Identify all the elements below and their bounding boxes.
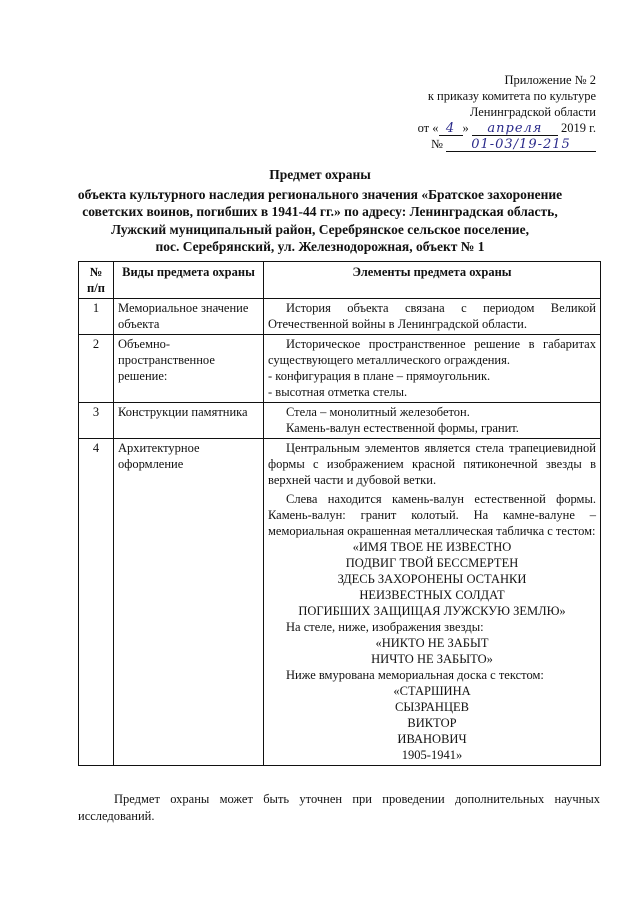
footer-note: Предмет охраны может быть уточнен при проведении дополнительных научных исследований. (78, 792, 600, 823)
row-type: Объемно-пространственное решение: (114, 335, 264, 403)
table-row (79, 439, 601, 766)
row-num: 1 (79, 299, 114, 335)
table-row (79, 403, 601, 439)
appendix-region: Ленинградской области (469, 105, 596, 119)
header-num: № п/п (79, 262, 114, 299)
inscription-plaque: «ИМЯ ТВОЕ НЕ ИЗВЕСТНО ПОДВИГ ТВОЙ БЕССМЕРТЕН ЗДЕСЬ ЗАХОРОНЕНЫ ОСТАНКИ НЕИЗВЕСТНЫХ СОЛДАТ ПОГИБШИХ ЗАЩИЩАЯ ЛУЖСКУЮ ЗЕМЛЮ» (298, 540, 566, 618)
inscription-stele: «НИКТО НЕ ЗАБЫТ НИЧТО НЕ ЗАБЫТО» (371, 636, 493, 666)
table-row (79, 299, 601, 335)
header-elements: Элементы предмета охраны (264, 262, 601, 299)
title-line-5: пос. Серебрянский, ул. Железнодорожная, объект № 1 (155, 239, 485, 254)
row-type: Конструкции памятника (114, 403, 264, 439)
row-num: 4 (79, 439, 114, 766)
title-line-4: Лужский муниципальный район, Серебрянское сельское поселение, (111, 221, 529, 237)
row-type: Мемориальное значение объекта (114, 299, 264, 335)
row-num: 2 (79, 335, 114, 403)
header-type: Виды предмета охраны (114, 262, 264, 299)
appendix-date: от « 4 » апреля 2019 г. (417, 121, 596, 136)
title-line-3: советских воинов, погибших в 1941-44 гг.» по адресу: Ленинградская область, (82, 204, 558, 219)
row-type: Архитектурное оформление (114, 439, 264, 766)
appendix-number: № 01-03/19-215 (380, 136, 596, 152)
appendix-header (380, 72, 596, 152)
table-row (79, 335, 601, 403)
date-year: 2019 г. (561, 121, 596, 135)
date-day: 4 (439, 122, 463, 136)
protection-table (78, 261, 601, 766)
order-number: 01-03/19-215 (446, 138, 596, 152)
row-elements: История объекта связана с периодом Великой Отечественной войны в Ленинградской области. (264, 299, 601, 335)
inscription-memorial-board: «СТАРШИНА СЫЗРАНЦЕВ ВИКТОР ИВАНОВИЧ 1905-1941» (393, 684, 471, 762)
row-elements: Центральным элементов является стела трапециевидной формы с изображением красной пятиконечной звезды в верхней части и дубовой ветки. Слева находится камень-валун естественной формы. Камень-валун: гранит колотый. На камне-валуне – мемориальная окрашенная металлическая табличка с тестом: «ИМЯ ТВОЕ НЕ ИЗВЕСТНО ПОДВИГ ТВОЙ БЕССМЕРТЕН ЗДЕСЬ ЗАХОРОНЕНЫ ОСТАНКИ НЕИЗВЕСТНЫХ СОЛДАТ ПОГИБШИХ ЗАЩИЩАЯ ЛУЖСКУЮ ЗЕМЛЮ» На стеле, ниже, изображения звезды: «НИКТО НЕ ЗАБЫТ НИЧТО НЕ ЗАБЫТО» Ниже вмурована мемориальная доска с текстом: «СТАРШИНА СЫЗРАНЦЕВ ВИКТОР ИВАНОВИЧ 1905-1941» (264, 439, 601, 766)
title-main: Предмет охраны (269, 167, 371, 182)
document-title (40, 166, 600, 256)
row-num: 3 (79, 403, 114, 439)
table-header-row (79, 262, 601, 299)
row-elements: Историческое пространственное решение в габаритах существующего металлического ограждения. - конфигурация в плане – прямоугольник. - высотная отметка стелы. (264, 335, 601, 403)
date-month: апреля (472, 122, 558, 136)
row-elements: Стела – монолитный железобетон. Камень-валун естественной формы, гранит. (264, 403, 601, 439)
appendix-title: Приложение № 2 (504, 73, 596, 87)
title-line-2: объекта культурного наследия регионального значения «Братское захоронение (77, 186, 563, 202)
appendix-order-ref: к приказу комитета по культуре (427, 89, 596, 103)
